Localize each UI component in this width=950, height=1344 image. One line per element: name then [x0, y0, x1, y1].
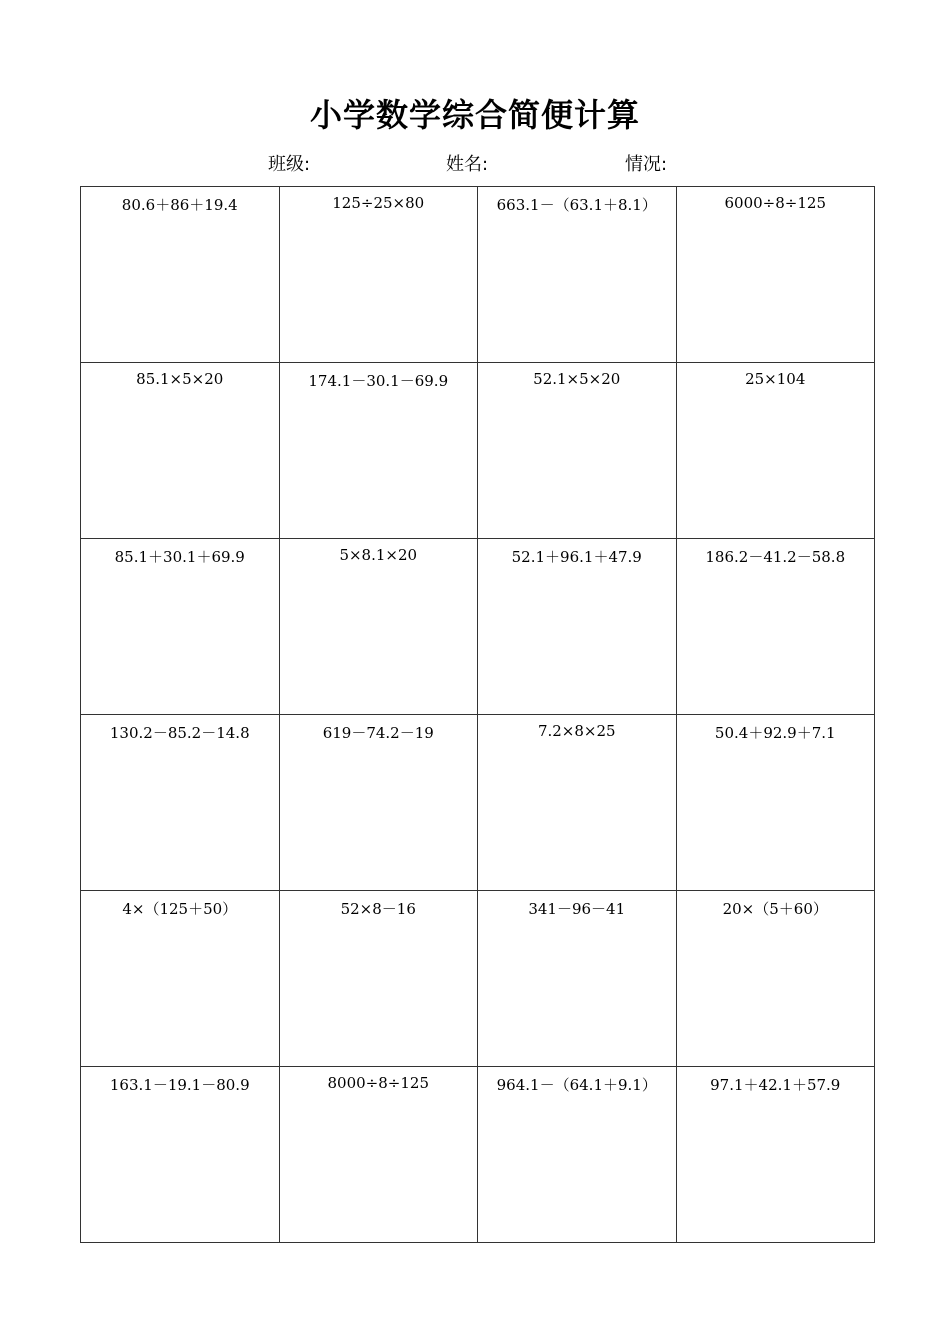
name-label: 姓名:	[446, 154, 489, 175]
problem-cell	[478, 363, 677, 539]
worksheet-title: 小学数学综合简便计算	[309, 96, 640, 134]
problem-cell	[81, 539, 280, 715]
problem-text: 50.4＋92.9＋7.1	[714, 724, 836, 742]
problem-text: 663.1－（63.1＋8.1）	[496, 196, 657, 214]
problem-cell	[478, 1067, 677, 1243]
problem-cell	[279, 539, 478, 715]
problem-text: 130.2－85.2－14.8	[109, 724, 250, 742]
problem-cell	[478, 715, 677, 891]
problem-text: 52.1×5×20	[533, 370, 621, 388]
problem-row	[81, 1067, 875, 1243]
problem-cell	[676, 891, 875, 1067]
problem-text: 5×8.1×20	[339, 546, 418, 564]
problem-cell	[676, 1067, 875, 1243]
problem-cell	[279, 715, 478, 891]
problem-text: 7.2×8×25	[537, 722, 616, 740]
problem-cell	[676, 187, 875, 363]
problem-row	[81, 891, 875, 1067]
problem-text: 619－74.2－19	[322, 724, 434, 742]
problem-text: 174.1－30.1－69.9	[308, 372, 449, 390]
problem-text: 163.1－19.1－80.9	[109, 1076, 250, 1094]
problem-text: 25×104	[745, 370, 806, 388]
problem-cell	[81, 1067, 280, 1243]
problem-cell	[478, 539, 677, 715]
problem-cell	[81, 891, 280, 1067]
problem-row	[81, 715, 875, 891]
problem-cell	[676, 363, 875, 539]
problem-cell	[279, 1067, 478, 1243]
problem-cell	[478, 187, 677, 363]
problem-text: 52×8－16	[340, 900, 416, 918]
problem-text: 6000÷8÷125	[724, 194, 826, 212]
problem-cell	[676, 715, 875, 891]
problem-cell	[81, 363, 280, 539]
status-label: 情况:	[625, 154, 668, 175]
problem-text: 8000÷8÷125	[327, 1074, 429, 1092]
problem-row	[81, 363, 875, 539]
problem-text: 341－96－41	[528, 900, 626, 918]
problem-text: 125÷25×80	[332, 194, 425, 212]
class-label: 班级:	[268, 154, 311, 175]
problem-text: 80.6＋86＋19.4	[121, 196, 238, 214]
problem-cell	[279, 363, 478, 539]
problem-text: 4×（125＋50）	[122, 900, 238, 918]
problem-grid	[80, 186, 875, 1243]
problem-text: 85.1×5×20	[136, 370, 224, 388]
problem-cell	[676, 539, 875, 715]
problem-row	[81, 539, 875, 715]
problem-text: 52.1＋96.1＋47.9	[511, 548, 642, 566]
problem-cell	[478, 891, 677, 1067]
problem-text: 20×（5＋60）	[722, 900, 828, 918]
problem-cell	[81, 187, 280, 363]
problem-row	[81, 187, 875, 363]
problem-text: 97.1＋42.1＋57.9	[710, 1076, 841, 1094]
problem-text: 85.1＋30.1＋69.9	[114, 548, 245, 566]
problem-cell	[279, 891, 478, 1067]
problem-text: 964.1－（64.1＋9.1）	[496, 1076, 657, 1094]
problem-cell	[81, 715, 280, 891]
student-info-row	[0, 150, 950, 176]
problem-cell	[279, 187, 478, 363]
problem-text: 186.2－41.2－58.8	[705, 548, 846, 566]
